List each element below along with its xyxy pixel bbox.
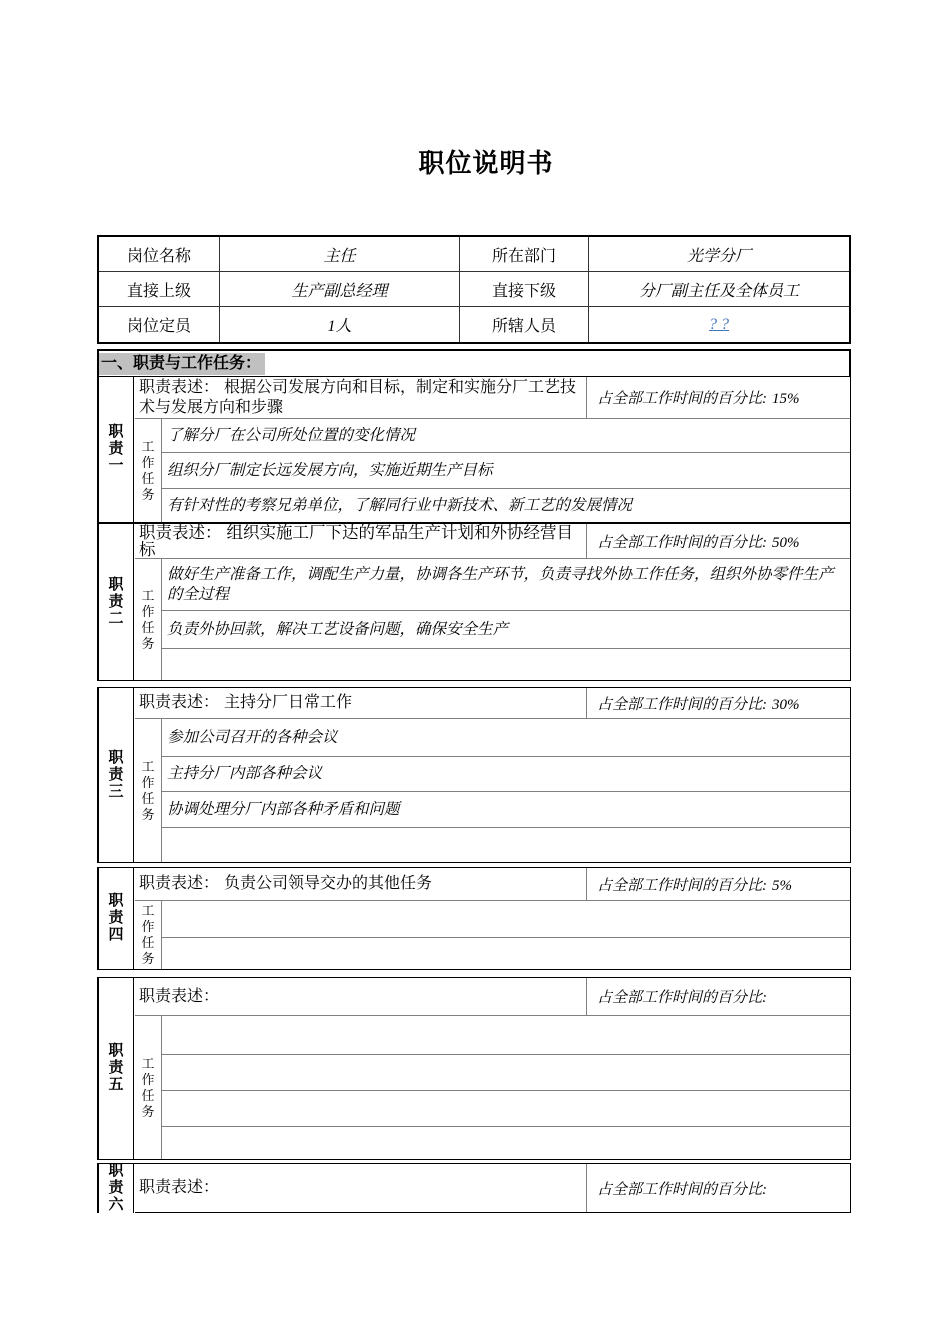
- responsibility-block-3: [97, 687, 851, 863]
- task-row: [162, 828, 850, 862]
- percent-label: 占全部工作时间的百分比:: [597, 1181, 767, 1198]
- task-row: 参加公司召开的各种会议: [162, 719, 850, 757]
- responsibility-6-label-cell: [99, 1164, 134, 1213]
- task-row: [162, 649, 850, 680]
- info-value-direct-superior: 生产副总经理: [220, 272, 460, 307]
- task-row: 做好生产准备工作，调配生产力量，协调各生产环节，负责寻找外协工作任务，组织外协零件生产的全过程: [162, 559, 850, 611]
- task-row: [162, 1055, 850, 1091]
- responsibility-5-label: 职责五: [108, 1043, 124, 1093]
- percent-value-1: 15%: [772, 391, 800, 407]
- statement-text-3: 主持分厂日常工作: [224, 694, 353, 711]
- managed-personnel-link[interactable]: ? ?: [709, 315, 729, 333]
- statement-label: 职责表述：: [139, 694, 220, 711]
- info-cell-managed-personnel: [589, 307, 849, 342]
- task-row: [162, 1127, 850, 1159]
- task-row: 主持分厂内部各种会议: [162, 757, 850, 792]
- task-row: 负责外协回款，解决工艺设备问题，确保安全生产: [162, 611, 850, 649]
- work-tasks-label: 工作任务: [141, 587, 155, 651]
- work-tasks-column-3: [135, 719, 162, 862]
- task-row: 协调处理分厂内部各种矛盾和问题: [162, 792, 850, 828]
- responsibility-block-6: [97, 1163, 851, 1213]
- info-label-direct-superior: 直接上级: [99, 272, 220, 307]
- responsibility-2-label-cell: [99, 524, 134, 680]
- responsibility-3-label-cell: [99, 688, 134, 862]
- position-info-table: [97, 235, 851, 344]
- statement-text-2: 组织实施工厂下达的军品生产计划和外协经营目标: [139, 524, 573, 558]
- responsibility-1-label-cell: [99, 377, 134, 522]
- section-header-text: 一、职责与工作任务：: [99, 353, 265, 375]
- work-tasks-label: 工作任务: [141, 758, 155, 822]
- responsibility-4-label-cell: [99, 868, 134, 969]
- responsibility-6-label: 职责六: [108, 1164, 124, 1213]
- info-label-department: 所在部门: [460, 237, 589, 272]
- work-tasks-label: 工作任务: [141, 903, 155, 966]
- info-value-headcount: 1人: [220, 307, 460, 342]
- work-tasks-column-5: [135, 1016, 162, 1159]
- statement-label: 职责表述：: [139, 524, 222, 542]
- responsibility-5-label-cell: [99, 978, 134, 1159]
- responsibility-block-4: [97, 867, 851, 970]
- task-row: [162, 1091, 850, 1127]
- responsibility-3-label: 职责三: [108, 749, 124, 800]
- work-tasks-label: 工作任务: [141, 438, 155, 502]
- page-title: 职位说明书: [418, 148, 554, 178]
- statement-label: 职责表述：: [139, 875, 220, 892]
- work-tasks-column-4: [135, 901, 162, 969]
- statement-label: 职责表述：: [139, 987, 220, 1005]
- info-label-direct-subordinate: 直接下级: [460, 272, 589, 307]
- responsibility-4-label: 职责四: [108, 893, 124, 943]
- percent-label: 占全部工作时间的百分比:: [597, 990, 767, 1006]
- percent-value-3: 30%: [772, 696, 800, 713]
- info-label-headcount: 岗位定员: [99, 307, 220, 342]
- info-label-managed-personnel: 所辖人员: [460, 307, 589, 342]
- section-header-duties: [97, 349, 851, 377]
- work-tasks-column-2: [135, 559, 162, 680]
- percent-label: 占全部工作时间的百分比:: [597, 534, 767, 551]
- work-tasks-column-1: [135, 419, 162, 522]
- statement-label: 职责表述：: [139, 1179, 220, 1196]
- task-row: 有针对性的考察兄弟单位，了解同行业中新技术、新工艺的发展情况: [167, 496, 633, 514]
- responsibility-1-label: 职责一: [108, 424, 124, 474]
- statement-label: 职责表述：: [139, 378, 220, 396]
- percent-value-4: 5%: [772, 877, 792, 894]
- info-value-department: 光学分厂: [589, 237, 849, 272]
- task-row: 组织分厂制定长远发展方向，实施近期生产目标: [162, 453, 850, 489]
- task-row: [162, 901, 850, 938]
- percent-value-2: 50%: [772, 534, 800, 551]
- responsibility-2-label: 职责二: [108, 576, 124, 627]
- statement-text-4: 负责公司领导交办的其他任务: [224, 875, 433, 892]
- task-row: [162, 938, 850, 969]
- responsibility-block-2: [97, 523, 851, 681]
- statement-text-1: 根据公司发展方向和目标，制定和实施分厂工艺技术与发展方向和步骤: [139, 378, 577, 416]
- task-row: [162, 1016, 850, 1055]
- info-value-position-name: 主任: [220, 237, 460, 272]
- responsibility-block-5: [97, 977, 851, 1160]
- info-label-position-name: 岗位名称: [99, 237, 220, 272]
- info-value-direct-subordinate: 分厂副主任及全体员工: [589, 272, 849, 307]
- task-row: 了解分厂在公司所处位置的变化情况: [162, 419, 850, 453]
- responsibility-block-1: [97, 377, 851, 523]
- percent-label: 占全部工作时间的百分比:: [597, 391, 767, 407]
- work-tasks-label: 工作任务: [141, 1055, 155, 1119]
- percent-label: 占全部工作时间的百分比:: [597, 877, 767, 894]
- percent-label: 占全部工作时间的百分比:: [597, 696, 767, 713]
